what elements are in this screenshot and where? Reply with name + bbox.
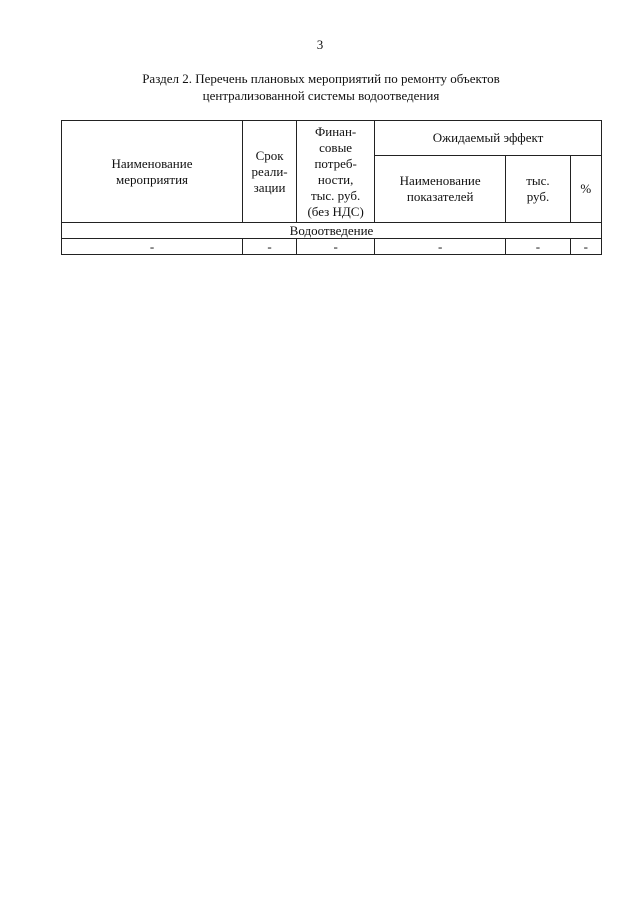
cell-thousand-rub: - [506,239,571,255]
section-title-line-2: централизованной системы водоотведения [202,88,440,103]
cell-indicator-name: - [375,239,506,255]
cell-term: - [243,239,297,255]
section-title-line-1: Раздел 2. Перечень плановых мероприятий по ремонту объектов [142,71,500,86]
header-event-name: Наименование мероприятия [62,121,243,223]
group-label: Водоотведение [62,223,602,239]
group-row [62,223,602,239]
cell-finance: - [297,239,375,255]
cell-percent: - [570,239,601,255]
header-expected-effect: Ожидаемый эффект [375,121,602,156]
header-term: Срок реали- зации [243,121,297,223]
header-thousand-rub: тыс. руб. [506,156,571,223]
table-header-row [62,121,602,156]
table-row [62,239,602,255]
header-percent: % [570,156,601,223]
header-finance: Финан- совые потреб- ности, тыс. руб. (без НДС) [297,121,375,223]
cell-event-name: - [62,239,243,255]
repair-plan-table [61,120,602,255]
page-number: 3 [316,37,324,52]
section-title [60,70,582,104]
header-indicator-name: Наименование показателей [375,156,506,223]
